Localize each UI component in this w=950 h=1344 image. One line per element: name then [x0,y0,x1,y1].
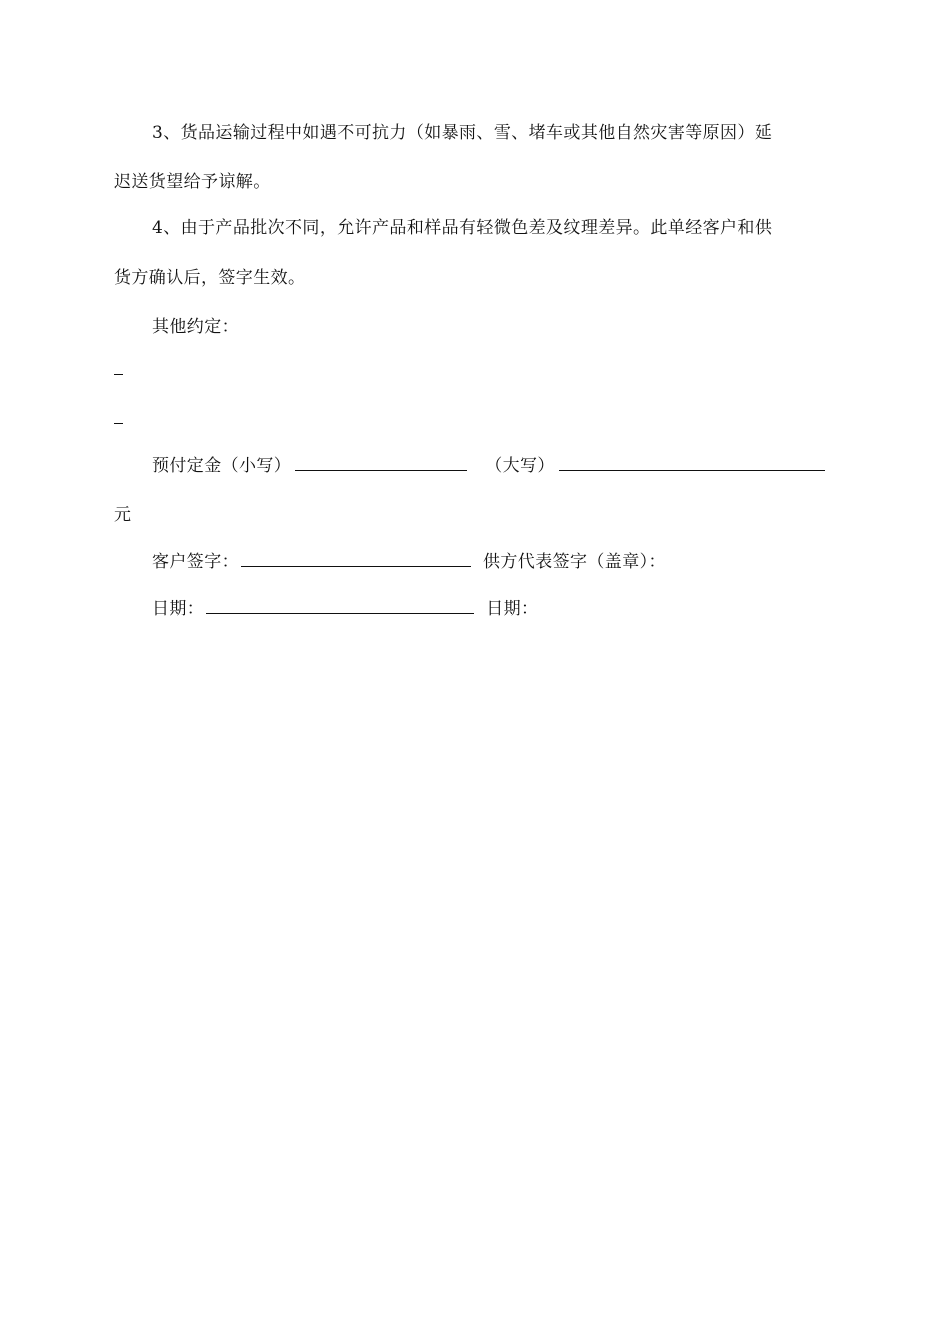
deposit-row [152,451,825,476]
clause-4-line-1: 4、由于产品批次不同，允许产品和样品有轻微色差及纹理差异。此单经客户和供 [152,218,773,238]
clause-3-line-1: 3、货品运输过程中如遇不可抗力（如暴雨、雪、堵车或其他自然灾害等原因）延 [152,123,773,143]
clause-3-line-2: 迟送货望给予谅解。 [114,172,271,192]
date-right-label: 日期： [486,599,539,619]
other-terms-blank-line-2[interactable] [114,423,123,424]
other-terms-label: 其他约定： [152,317,239,337]
date-left-label: 日期： [152,599,205,619]
deposit-unit: 元 [114,505,132,525]
date-row [152,594,538,619]
supplier-signature-label: 供方代表签字（盖章）： [483,552,666,572]
deposit-lower-label: 预付定金（小写） [152,456,292,476]
date-left-field[interactable] [206,595,474,614]
customer-signature-field[interactable] [241,548,471,567]
customer-signature-label: 客户签字： [152,552,239,572]
clause-4-line-2: 货方确认后，签字生效。 [114,268,306,288]
other-terms-blank-line-1[interactable] [114,374,123,375]
signature-row [152,547,666,572]
deposit-upper-label: （大写） [485,456,555,476]
deposit-lower-field[interactable] [295,452,467,471]
deposit-upper-field[interactable] [559,452,825,471]
